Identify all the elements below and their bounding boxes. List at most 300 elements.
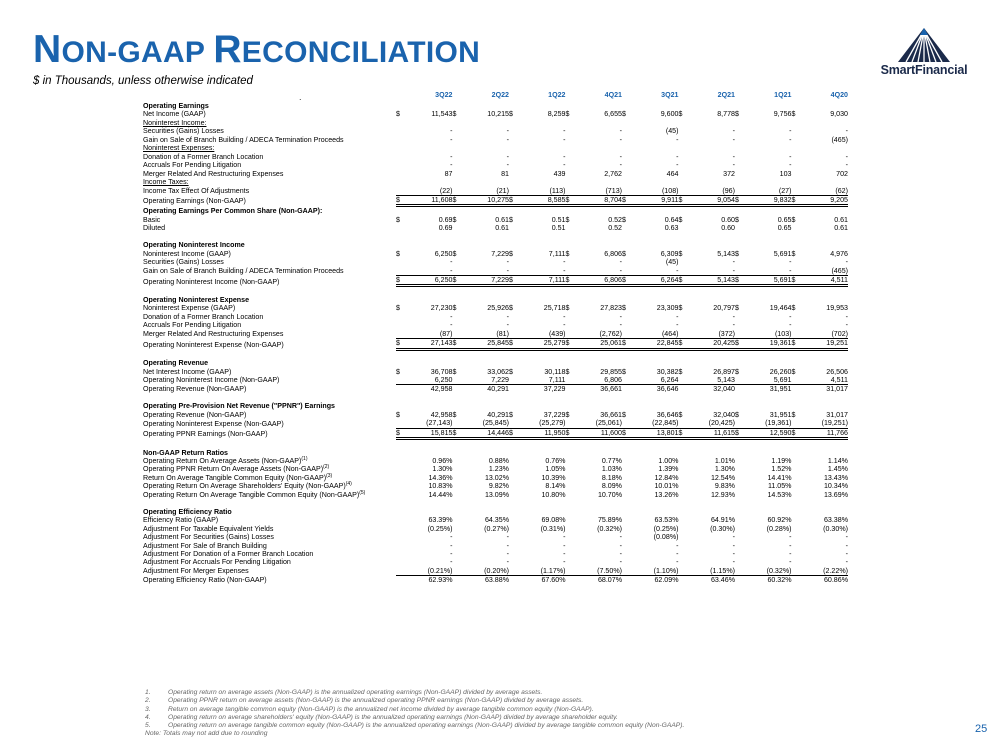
row-label (143, 153, 396, 161)
value-cell: 32,040 (713, 385, 735, 394)
value-cell: (1.17%) (517, 567, 566, 576)
dollar-cell (566, 567, 574, 576)
row-label-text: Adjustment For Merger Expenses (143, 567, 249, 576)
value-cell: 0.69 (438, 224, 453, 233)
section-header-row (143, 402, 848, 410)
dollar-cell (735, 525, 743, 533)
value-cell: - (619, 152, 622, 161)
dollar-cell (735, 321, 743, 329)
section-header-row (143, 296, 848, 304)
value-cell: 1.03% (601, 465, 622, 474)
value-cell: 1.05% (545, 465, 566, 474)
value-cell: 27,823 (600, 304, 622, 313)
row-label-text: Operating PPNR Return On Average Assets (Non-GAAP) (143, 465, 324, 474)
dollar-cell (566, 402, 574, 410)
dollar-cell (509, 267, 517, 276)
dollar-cell (453, 313, 461, 321)
value-cell: 8,259 (547, 110, 566, 119)
value-cell: - (506, 161, 509, 170)
table-row (143, 419, 848, 428)
value-cell: 10,215 (487, 110, 509, 119)
dollar-cell (679, 127, 687, 135)
row-label (143, 428, 396, 438)
value-cell: - (619, 533, 622, 542)
section-header-row (143, 508, 848, 516)
row-label (143, 286, 396, 296)
dollar-cell (453, 474, 461, 482)
spacer-row (143, 233, 848, 241)
value-cell: 9,054 (687, 195, 736, 205)
dollar-cell (679, 402, 687, 410)
dollar-cell (453, 465, 461, 473)
value-cell (630, 508, 679, 516)
title-cap-1: N (33, 28, 62, 71)
value-cell: 42,958 (430, 410, 453, 419)
dollar-cell (679, 330, 687, 339)
dollar-cell (396, 402, 404, 410)
value-cell (461, 102, 510, 110)
value-cell: 31,017 (826, 410, 848, 419)
value-cell (517, 206, 566, 216)
dollar-cell (566, 491, 574, 499)
dollar-cell: $ (735, 276, 743, 286)
value-cell (517, 394, 566, 402)
value-cell: 8,778 (717, 110, 735, 119)
row-label-text: Operating Efficiency Ratio (143, 507, 232, 516)
value-cell: 12,590 (743, 428, 792, 438)
dollar-cell (453, 144, 461, 152)
dollar-cell (566, 286, 574, 296)
dollar-cell: $ (396, 339, 404, 349)
dollar-cell (679, 394, 687, 402)
value-cell (461, 508, 510, 516)
dollar-cell (622, 394, 630, 402)
value-cell (517, 499, 566, 507)
dollar-cell (566, 349, 574, 359)
table-row (143, 330, 848, 339)
dollar-cell (396, 550, 404, 558)
value-cell (574, 233, 623, 241)
value-cell: - (563, 127, 566, 136)
dollar-cell: $ (622, 110, 626, 119)
value-cell: 19,361 (743, 339, 792, 349)
table-row (143, 465, 848, 473)
dollar-cell (566, 119, 574, 127)
value-cell: 13,801 (630, 428, 679, 438)
value-cell: 1.19% (771, 457, 792, 466)
value-cell (517, 241, 566, 249)
dollar-cell (453, 499, 461, 507)
dollar-cell (453, 153, 461, 161)
value-cell (800, 241, 849, 249)
value-cell: 31,951 (769, 385, 792, 394)
dollar-cell (622, 376, 630, 385)
dollar-cell (679, 516, 687, 524)
dollar-cell: $ (791, 367, 796, 376)
row-label-text: Operating Revenue (143, 359, 209, 368)
row-label (143, 304, 396, 312)
footnote-number: 3. (145, 705, 151, 713)
value-cell: 372 (723, 169, 735, 178)
dollar-cell (396, 533, 404, 541)
value-cell (687, 349, 736, 359)
value-cell: 25,279 (517, 339, 566, 349)
value-cell (461, 449, 510, 457)
value-cell (574, 439, 623, 449)
value-cell: (464) (630, 330, 679, 339)
rounding-note: Note: Totals may not add due to rounding (145, 730, 268, 738)
dollar-cell (622, 533, 630, 541)
value-cell (404, 449, 453, 457)
dollar-cell (679, 170, 687, 178)
row-label-text: Operating Noninterest Expense (143, 295, 250, 304)
dollar-cell (453, 376, 461, 385)
table-row (143, 110, 848, 118)
dollar-cell: $ (396, 367, 400, 376)
table-row (143, 428, 848, 438)
value-cell: 37,229 (543, 410, 566, 419)
dollar-cell (509, 385, 517, 394)
table-row (143, 576, 848, 585)
value-cell (574, 359, 623, 367)
value-cell: 0.76% (545, 457, 566, 466)
footnote-text: Operating return on average shareholders' equity (Non-GAAP) is the annualized operating earnings (Non-GAAP) divided by average shareholder equity. (168, 713, 618, 721)
row-label (143, 119, 396, 127)
dollar-cell (566, 313, 574, 321)
dollar-cell (509, 153, 517, 161)
value-cell (517, 296, 566, 304)
value-cell: 0.60 (721, 224, 735, 233)
column-header: 4Q20 (830, 91, 848, 99)
value-cell (687, 241, 736, 249)
row-label (143, 110, 396, 118)
value-cell (687, 359, 736, 367)
value-cell (404, 178, 453, 186)
dollar-cell (509, 576, 517, 585)
value-cell: 19,953 (826, 304, 848, 313)
dollar-cell (622, 474, 630, 482)
value-cell: 1.30% (714, 465, 735, 474)
value-cell (630, 206, 679, 216)
dollar-cell (735, 567, 743, 576)
value-cell (800, 394, 849, 402)
dollar-cell (453, 258, 461, 266)
footnote-number: 4. (145, 713, 151, 721)
row-label-text: Merger Related And Restructuring Expenses (143, 169, 284, 178)
value-cell (461, 394, 510, 402)
value-cell (404, 206, 453, 216)
table-row (143, 567, 848, 576)
dollar-cell (679, 482, 687, 490)
dollar-cell (792, 533, 800, 541)
value-cell: - (676, 135, 679, 144)
value-cell: 9,030 (830, 110, 848, 119)
value-cell: 1.52% (771, 465, 792, 474)
header-spacer (396, 91, 404, 102)
value-cell: 11,543 (431, 110, 453, 119)
dollar-cell (735, 533, 743, 541)
footnote-ref: (4) (345, 481, 352, 488)
value-cell: (713) (574, 187, 623, 196)
value-cell: 0.65 (777, 224, 792, 233)
dollar-cell (509, 542, 517, 550)
dollar-cell (509, 296, 517, 304)
dollar-cell (792, 321, 800, 329)
dollar-cell (679, 457, 687, 465)
dollar-cell: $ (566, 428, 574, 438)
value-cell: - (619, 135, 622, 144)
row-label (143, 127, 396, 135)
dollar-cell (792, 161, 800, 169)
dollar-cell (566, 187, 574, 196)
value-cell: 11,600 (574, 428, 623, 438)
dollar-cell (566, 449, 574, 457)
value-cell: 11,608 (404, 195, 453, 205)
table-row (143, 258, 848, 266)
dollar-cell (509, 313, 517, 321)
dollar-cell (453, 516, 461, 524)
dollar-cell (396, 313, 404, 321)
value-cell (461, 296, 510, 304)
value-cell (630, 119, 679, 127)
dollar-cell (792, 144, 800, 152)
value-cell: - (563, 541, 566, 550)
value-cell (517, 449, 566, 457)
header-label-cell (143, 91, 396, 102)
value-cell: (25,279) (517, 419, 566, 428)
value-cell: 33,062 (487, 367, 509, 376)
row-label (143, 144, 396, 152)
dollar-cell (792, 376, 800, 385)
row-label-text: Basic (143, 215, 161, 224)
row-label (143, 276, 396, 286)
row-label-text: Noninterest Income: (143, 118, 207, 127)
dollar-cell (622, 482, 630, 490)
dollar-cell (792, 359, 800, 367)
dollar-cell (735, 465, 743, 473)
dollar-cell (396, 465, 404, 473)
dollar-cell (453, 394, 461, 402)
value-cell: - (506, 550, 509, 558)
table-row (143, 533, 848, 541)
dollar-cell (396, 439, 404, 449)
value-cell (517, 102, 566, 110)
value-cell: (2.22%) (800, 567, 849, 576)
row-label (143, 508, 396, 516)
value-cell (461, 233, 510, 241)
value-cell: (22) (404, 187, 453, 196)
row-label (143, 368, 396, 376)
row-label-text: Operating Return On Average Tangible Common Equity (Non-GAAP) (143, 490, 360, 499)
dollar-cell (396, 161, 404, 169)
dollar-cell (453, 233, 461, 241)
dollar-cell: $ (452, 249, 457, 258)
dollar-cell: $ (622, 195, 630, 205)
dollar-cell (509, 508, 517, 516)
row-label-text: Operating Earnings (Non-GAAP) (143, 197, 246, 206)
value-cell: (0.32%) (597, 524, 622, 533)
dollar-cell (622, 558, 630, 566)
dollar-cell (792, 187, 800, 196)
footnote (145, 697, 684, 705)
dollar-cell (792, 449, 800, 457)
dollar-cell: $ (452, 215, 457, 224)
dollar-cell (396, 491, 404, 499)
value-cell: - (517, 267, 566, 276)
title-rest-1: ON-GAAP (61, 36, 214, 69)
value-cell: 62.93% (428, 576, 453, 585)
value-cell: - (732, 558, 735, 567)
dollar-cell (396, 127, 404, 135)
value-cell: 32,040 (713, 410, 735, 419)
dollar-cell (622, 516, 630, 524)
value-cell: 60.92% (767, 516, 792, 525)
row-label-text: Noninterest Income (GAAP) (143, 249, 231, 258)
value-cell (743, 359, 792, 367)
value-cell: 2,762 (604, 169, 622, 178)
value-cell: 11,766 (800, 428, 849, 438)
value-cell (574, 144, 623, 152)
value-cell: - (676, 321, 679, 330)
header-row (143, 91, 848, 102)
row-label (143, 102, 396, 110)
value-cell: 8.14% (545, 482, 566, 491)
row-label-text: Operating Revenue (Non-GAAP) (143, 385, 247, 394)
dollar-cell (566, 550, 574, 558)
value-cell: - (450, 312, 453, 321)
dollar-cell (453, 161, 461, 169)
dollar-cell (622, 359, 630, 367)
dollar-cell: $ (509, 110, 513, 119)
value-cell (800, 359, 849, 367)
value-cell: 8.09% (601, 482, 622, 491)
value-cell (574, 394, 623, 402)
value-cell: (20,425) (687, 419, 736, 428)
spacer-row (143, 286, 848, 296)
value-cell: - (506, 321, 509, 330)
dollar-cell (735, 439, 743, 449)
value-cell: 10.80% (541, 490, 566, 499)
value-cell: 1.14% (827, 457, 848, 466)
value-cell: (21) (461, 187, 510, 196)
value-cell: 0.51 (551, 215, 566, 224)
dollar-cell (396, 499, 404, 507)
table-row (143, 376, 848, 385)
dollar-cell (566, 224, 574, 232)
dollar-cell (792, 349, 800, 359)
value-cell (687, 233, 736, 241)
value-cell: 25,061 (574, 339, 623, 349)
dollar-cell (566, 465, 574, 473)
value-cell: 11,615 (687, 428, 736, 438)
row-label-text: Operating Noninterest Income (143, 241, 245, 250)
row-label (143, 187, 396, 196)
dollar-cell (679, 119, 687, 127)
row-label-text: Operating Revenue (Non-GAAP) (143, 410, 247, 419)
value-cell: 0.52 (608, 224, 622, 233)
table-row (143, 550, 848, 558)
value-cell: - (450, 558, 453, 567)
dollar-cell (679, 321, 687, 329)
dollar-cell (792, 296, 800, 304)
dollar-cell (509, 349, 517, 359)
footnote (145, 714, 684, 722)
dollar-cell (509, 376, 517, 385)
dollar-cell: $ (735, 110, 739, 119)
dollar-cell (735, 161, 743, 169)
dollar-cell (396, 233, 404, 241)
value-cell: - (563, 152, 566, 161)
dollar-cell (396, 349, 404, 359)
value-cell: (0.27%) (484, 524, 509, 533)
dollar-cell (509, 233, 517, 241)
row-label (143, 195, 396, 205)
value-cell (574, 119, 623, 127)
dollar-cell (396, 376, 404, 385)
value-cell: - (676, 558, 679, 567)
row-label (143, 241, 396, 249)
table-row (143, 161, 848, 169)
value-cell (743, 241, 792, 249)
value-cell: 19,464 (769, 304, 792, 313)
value-cell: - (619, 550, 622, 558)
row-label-text: Securities (Gains) Losses (143, 258, 224, 267)
value-cell (574, 102, 623, 110)
value-cell (800, 144, 849, 152)
dollar-cell: $ (679, 276, 687, 286)
value-cell: 6,250 (434, 249, 453, 258)
value-cell: - (789, 533, 792, 542)
value-cell: (372) (687, 330, 736, 339)
dollar-cell (735, 313, 743, 321)
value-cell: 19,251 (800, 339, 849, 349)
section-header-row (143, 206, 848, 216)
dollar-cell: $ (453, 276, 461, 286)
value-cell: 63.88% (484, 576, 509, 585)
title-cap-2: R (213, 28, 242, 71)
dollar-cell (679, 349, 687, 359)
value-cell: 30,382 (656, 367, 679, 376)
dollar-cell (679, 296, 687, 304)
dollar-cell (735, 187, 743, 196)
dollar-cell (735, 178, 743, 186)
dollar-cell (735, 449, 743, 457)
dollar-cell (396, 542, 404, 550)
dollar-cell (453, 419, 461, 428)
dollar-cell (622, 286, 630, 296)
row-label-text: Net Income (GAAP) (143, 110, 206, 119)
dollar-cell (622, 385, 630, 394)
value-cell (743, 119, 792, 127)
dollar-cell (509, 558, 517, 566)
value-cell (404, 499, 453, 507)
dollar-cell (792, 402, 800, 410)
value-cell: 9,832 (743, 195, 792, 205)
dollar-cell (679, 178, 687, 186)
value-cell (743, 402, 792, 410)
row-label-text: Diluted (143, 224, 166, 233)
table-row (143, 491, 848, 499)
dollar-cell (679, 439, 687, 449)
row-label-text: Non-GAAP Return Ratios (143, 448, 228, 457)
dollar-cell (735, 385, 743, 394)
value-cell: 6,250 (404, 276, 453, 286)
value-cell: - (845, 312, 848, 321)
value-cell (630, 178, 679, 186)
dollar-cell (679, 153, 687, 161)
dollar-cell: $ (396, 249, 400, 258)
dollar-cell (396, 144, 404, 152)
